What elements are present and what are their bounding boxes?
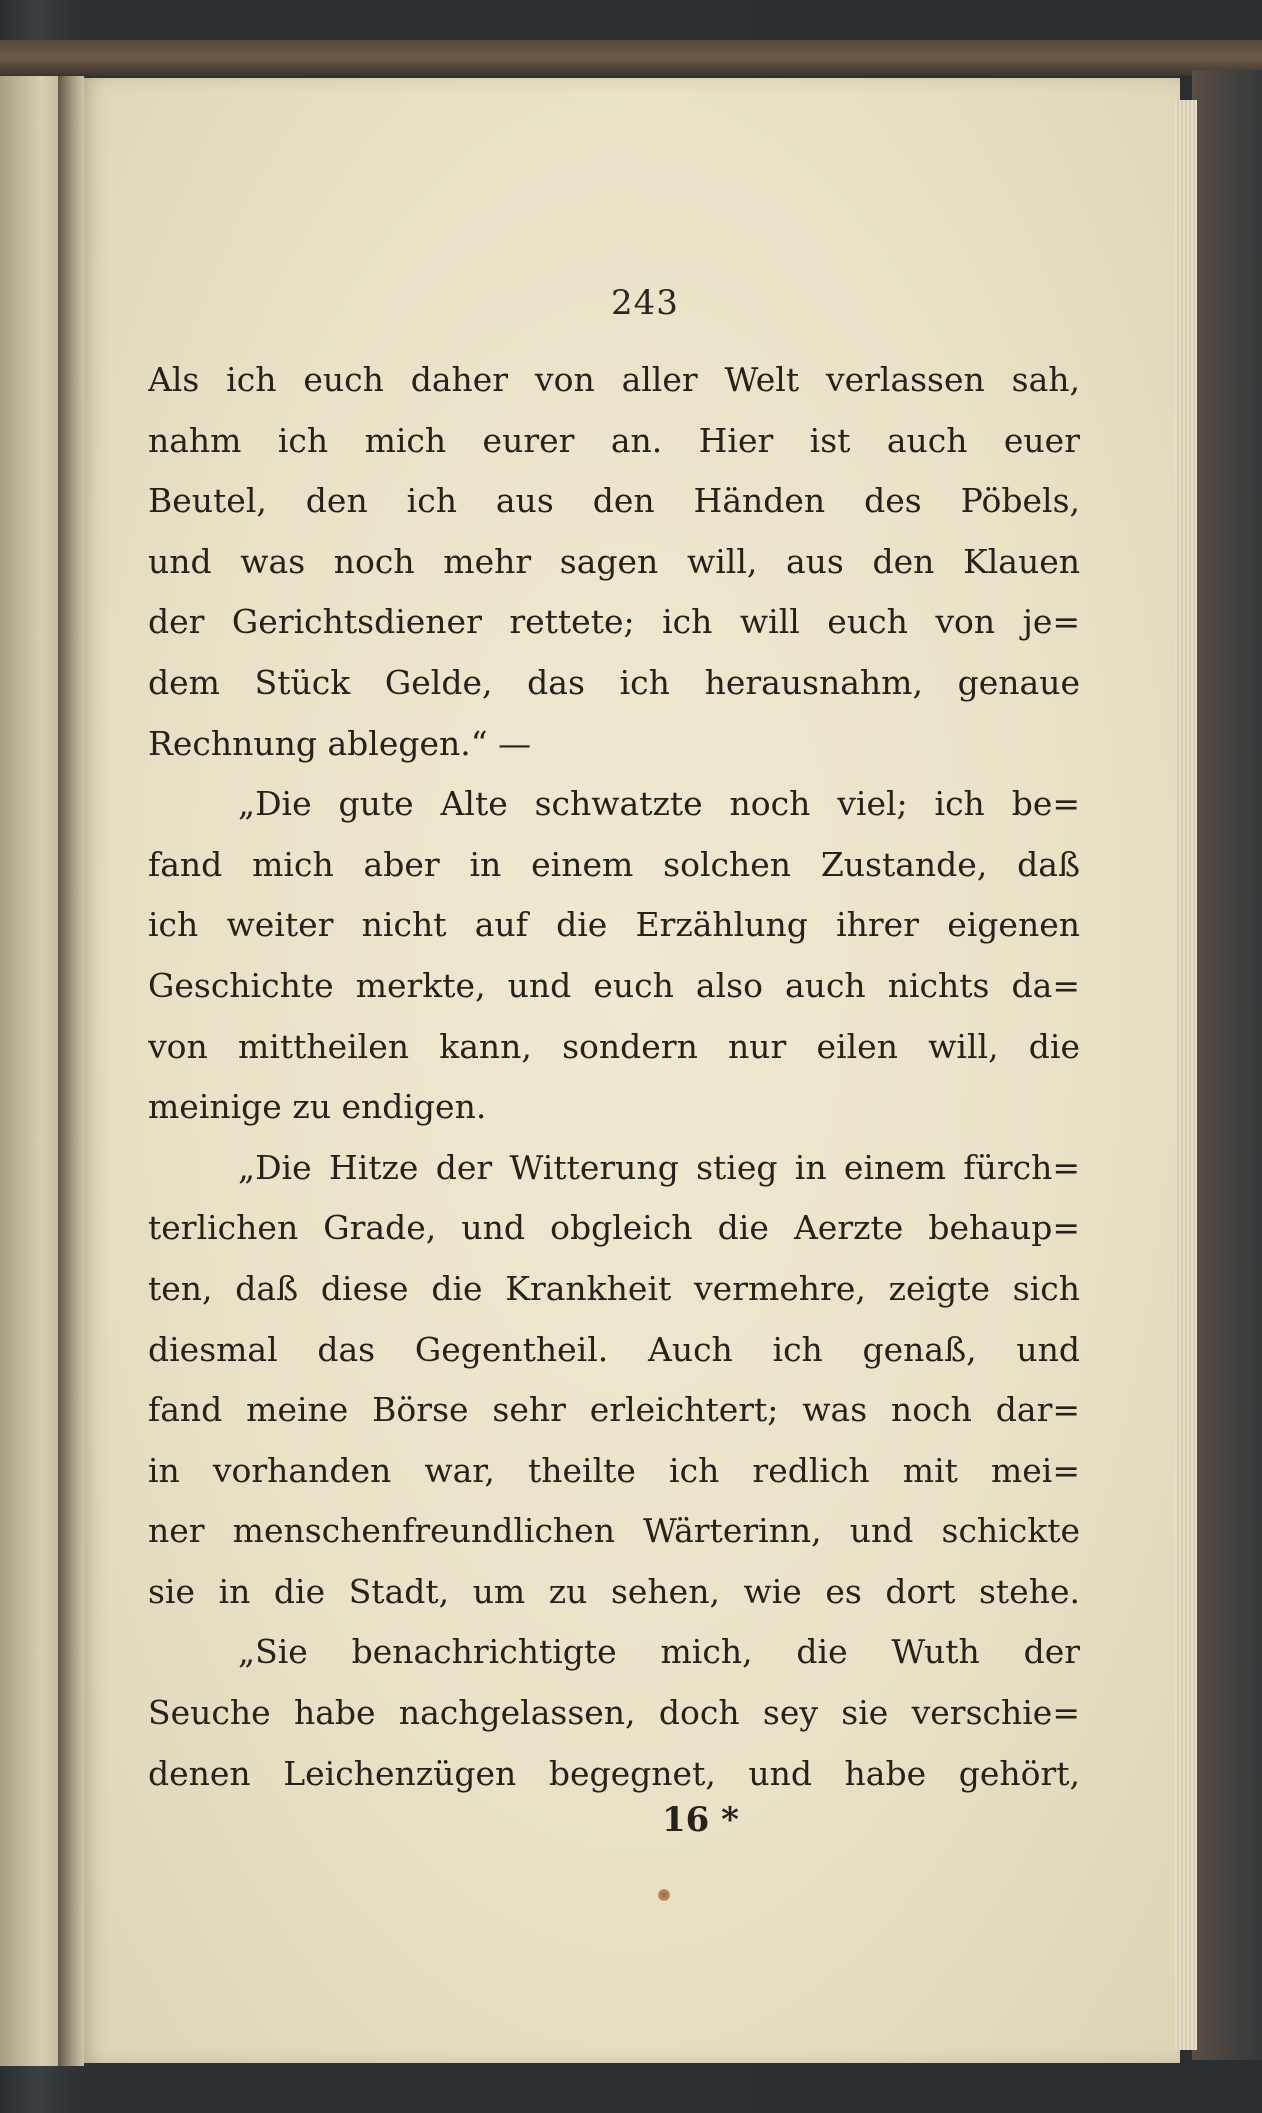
signature-mark: 16 * <box>662 1800 739 1840</box>
text-line: und was noch mehr sagen will, aus den Klauen <box>148 541 1080 581</box>
text-line: nahm ich mich eurer an. Hier ist auch euer <box>148 420 1080 460</box>
text-line: ner menschenfreundlichen Wärterinn, und schickte <box>148 1511 1080 1551</box>
text-line: von mittheilen kann, sondern nur eilen will, die <box>148 1026 1080 1066</box>
text-line: „Die gute Alte schwatzte noch viel; ich be= <box>238 784 1080 824</box>
book-cover-right-edge <box>1192 70 1262 2060</box>
text-line: sie in die Stadt, um zu sehen, wie es dort stehe. <box>148 1571 1080 1611</box>
text-line: Geschichte merkte, und euch also auch nichts da= <box>148 965 1080 1005</box>
text-line: fand meine Börse sehr erleichtert; was noch dar= <box>148 1390 1080 1430</box>
text-line: terlichen Grade, und obgleich die Aerzte behaup= <box>148 1208 1080 1248</box>
text-line: Seuche habe nachgelassen, doch sey sie verschie= <box>148 1693 1080 1733</box>
page-text <box>148 350 1080 1804</box>
ink-spot <box>658 1889 670 1901</box>
page-number: 243 <box>611 283 679 323</box>
page-stack-edges <box>1175 100 1197 2050</box>
text-line: „Die Hitze der Witterung stieg in einem fürch= <box>238 1147 1080 1187</box>
text-line: in vorhanden war, theilte ich redlich mit mei= <box>148 1450 1080 1490</box>
text-line: Rechnung ablegen.“ — <box>148 723 532 763</box>
book-page <box>80 78 1180 2063</box>
text-line: ten, daß diese die Krankheit vermehre, zeigte sich <box>148 1268 1080 1308</box>
text-line: ich weiter nicht auf die Erzählung ihrer eigenen <box>148 905 1080 945</box>
text-line: diesmal das Gegentheil. Auch ich genaß, und <box>148 1329 1080 1369</box>
book-cover-top-edge <box>0 40 1262 76</box>
text-line: der Gerichtsdiener rettete; ich will euch von je= <box>148 602 1080 642</box>
text-line: „Sie benachrichtigte mich, die Wuth der <box>238 1632 1080 1672</box>
text-line: denen Leichenzügen begegnet, und habe gehört, <box>148 1753 1080 1793</box>
text-line: Beutel, den ich aus den Händen des Pöbels, <box>148 481 1080 521</box>
text-line: dem Stück Gelde, das ich herausnahm, genaue <box>148 662 1080 702</box>
text-line: meinige zu endigen. <box>148 1087 487 1127</box>
book-gutter <box>58 76 84 2066</box>
text-line: Als ich euch daher von aller Welt verlassen sah, <box>148 360 1080 399</box>
text-line: fand mich aber in einem solchen Zustande, daß <box>148 844 1080 884</box>
